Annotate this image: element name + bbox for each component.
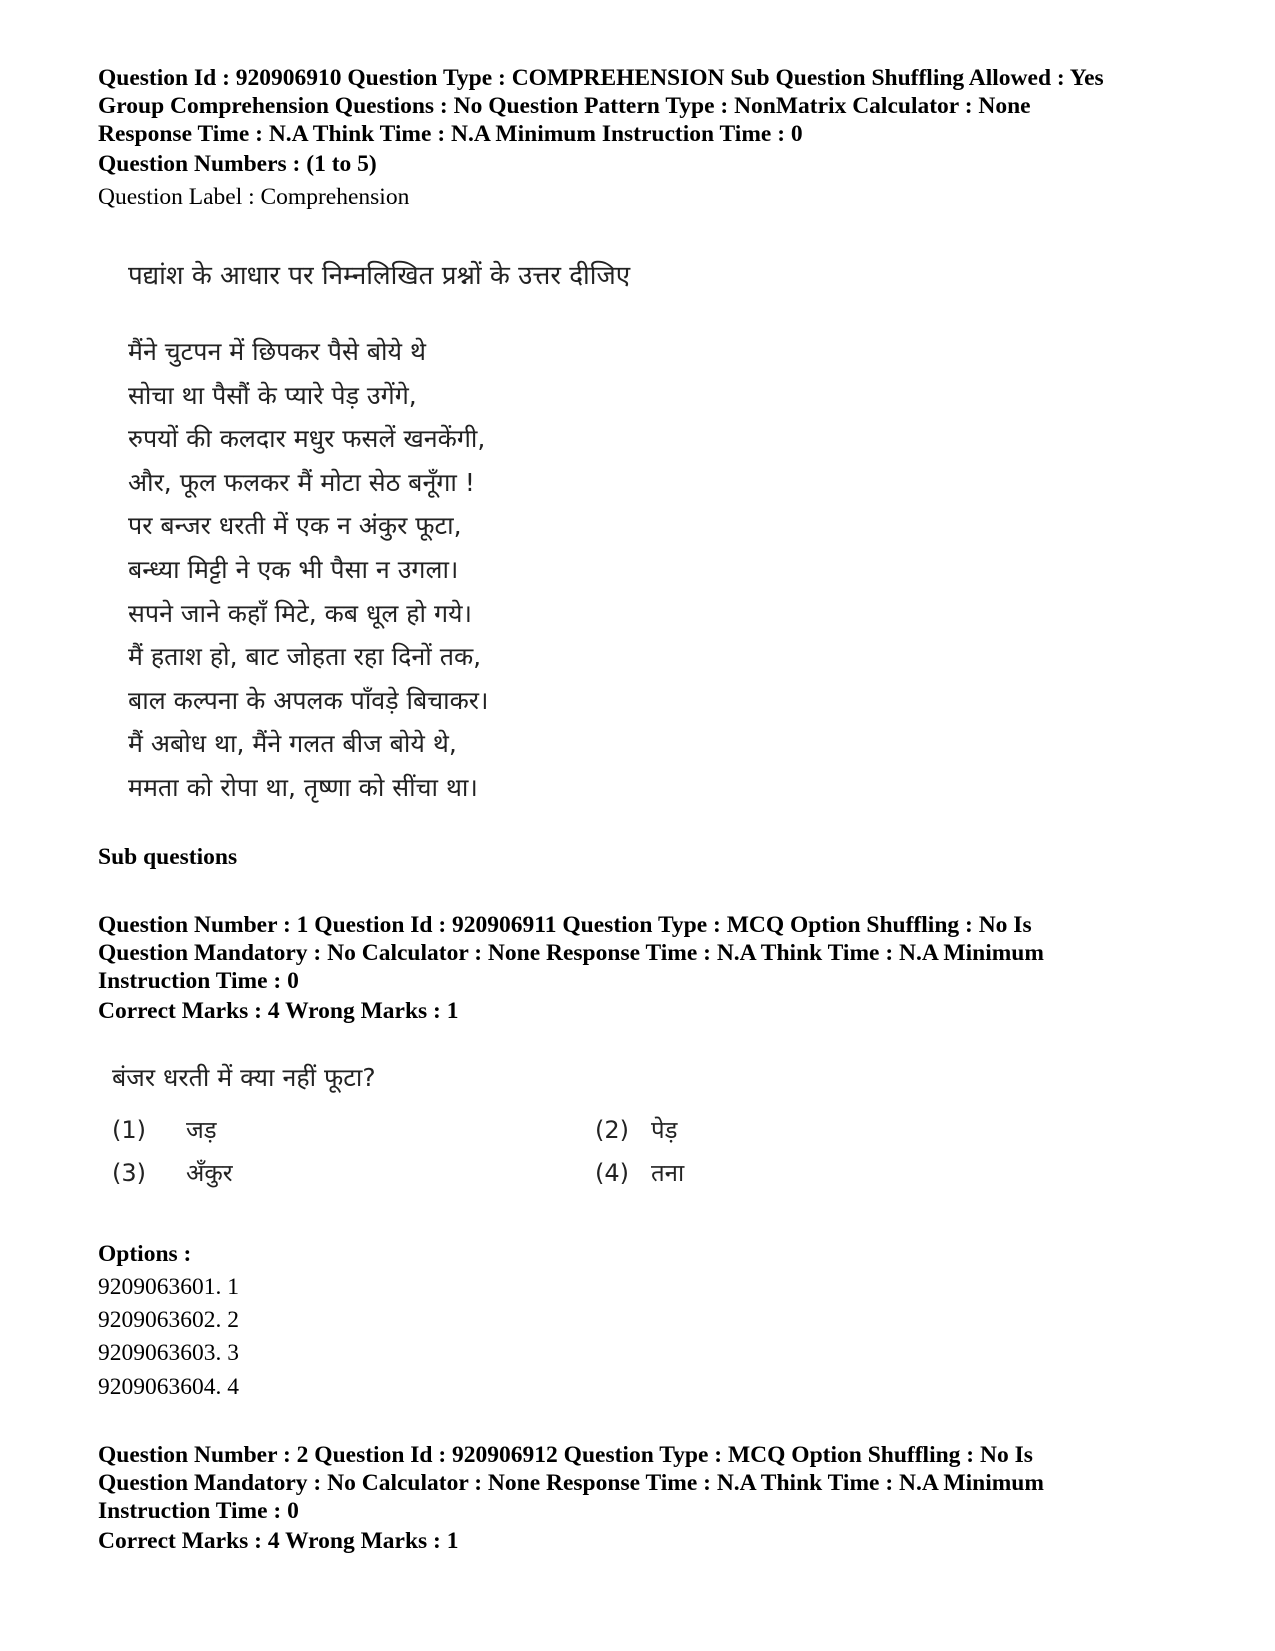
choice-number: (4) xyxy=(595,1159,629,1187)
meta-line-1: Question Id : 920906910 Question Type : COMPREHENSION Sub Question Shuffling Allowed : Yes xyxy=(98,65,1104,91)
q1-choice-2 xyxy=(595,1113,677,1146)
choice-number: (1) xyxy=(112,1116,146,1144)
q1-options-heading: Options : xyxy=(98,1241,192,1267)
poem-line: मैं अबोध था, मैंने गलत बीज बोये थे, xyxy=(128,729,457,759)
q1-meta-line-1: Question Number : 1 Question Id : 920906911 Question Type : MCQ Option Shuffling : No Is xyxy=(98,912,1032,938)
q1-meta-line-2: Question Mandatory : No Calculator : None Response Time : N.A Think Time : N.A Minimum xyxy=(98,940,1044,966)
q1-option-1: 9209063601. 1 xyxy=(98,1274,239,1300)
poem-line: बाल कल्पना के अपलक पाँवड़े बिचाकर। xyxy=(128,685,489,715)
q2-meta-line-1: Question Number : 2 Question Id : 920906912 Question Type : MCQ Option Shuffling : No Is xyxy=(98,1442,1033,1468)
meta-line-2: Group Comprehension Questions : No Question Pattern Type : NonMatrix Calculator : None xyxy=(98,93,1031,119)
question-numbers: Question Numbers : (1 to 5) xyxy=(98,151,377,177)
choice-number: (2) xyxy=(595,1116,629,1144)
poem-line: ममता को रोपा था, तृष्णा को सींचा था। xyxy=(128,772,478,802)
poem-line: और, फूल फलकर मैं मोटा सेठ बनूँगा ! xyxy=(128,467,475,497)
sub-questions-heading: Sub questions xyxy=(98,844,238,870)
q1-option-4: 9209063604. 4 xyxy=(98,1374,239,1400)
poem-passage xyxy=(128,330,489,810)
q1-question-text: बंजर धरती में क्या नहीं फूटा? xyxy=(112,1063,376,1092)
q1-choice-3 xyxy=(112,1156,233,1189)
q1-option-2: 9209063602. 2 xyxy=(98,1307,239,1333)
q1-choice-4 xyxy=(595,1156,684,1189)
choice-text: जड़ xyxy=(186,1116,217,1144)
q1-marks: Correct Marks : 4 Wrong Marks : 1 xyxy=(98,998,459,1024)
poem-line: सोचा था पैसौं के प्यारे पेड़ उगेंगे, xyxy=(128,380,417,410)
passage-title: पद्यांश के आधार पर निम्नलिखित प्रश्नों के उत्तर दीजिए xyxy=(128,261,631,291)
meta-line-3: Response Time : N.A Think Time : N.A Minimum Instruction Time : 0 xyxy=(98,121,803,147)
choice-text: अँकुर xyxy=(186,1159,233,1187)
comprehension-meta xyxy=(98,64,1198,148)
q2-marks: Correct Marks : 4 Wrong Marks : 1 xyxy=(98,1528,459,1554)
q1-meta-line-3: Instruction Time : 0 xyxy=(98,968,299,994)
q2-meta-line-3: Instruction Time : 0 xyxy=(98,1498,299,1524)
q1-meta xyxy=(98,911,1044,995)
q1-choice-1 xyxy=(112,1113,217,1146)
choice-number: (3) xyxy=(112,1159,146,1187)
poem-line: मैंने चुटपन में छिपकर पैसे बोये थे xyxy=(128,337,426,366)
poem-line: रुपयों की कलदार मधुर फसलें खनकेंगी, xyxy=(128,424,486,454)
choice-text: तना xyxy=(651,1159,685,1187)
q2-meta-line-2: Question Mandatory : No Calculator : None Response Time : N.A Think Time : N.A Minimum xyxy=(98,1470,1044,1496)
poem-line: बन्ध्या मिट्टी ने एक भी पैसा न उगला। xyxy=(128,554,459,584)
choice-text: पेड़ xyxy=(651,1116,678,1144)
poem-line: सपने जाने कहाँ मिटे, कब धूल हो गये। xyxy=(128,598,473,628)
q2-meta xyxy=(98,1441,1044,1525)
question-label: Question Label : Comprehension xyxy=(98,184,410,210)
poem-line: मैं हताश हो, बाट जोहता रहा दिनों तक, xyxy=(128,642,482,672)
q1-option-3: 9209063603. 3 xyxy=(98,1340,239,1366)
poem-line: पर बन्जर धरती में एक न अंकुर फूटा, xyxy=(128,511,462,541)
